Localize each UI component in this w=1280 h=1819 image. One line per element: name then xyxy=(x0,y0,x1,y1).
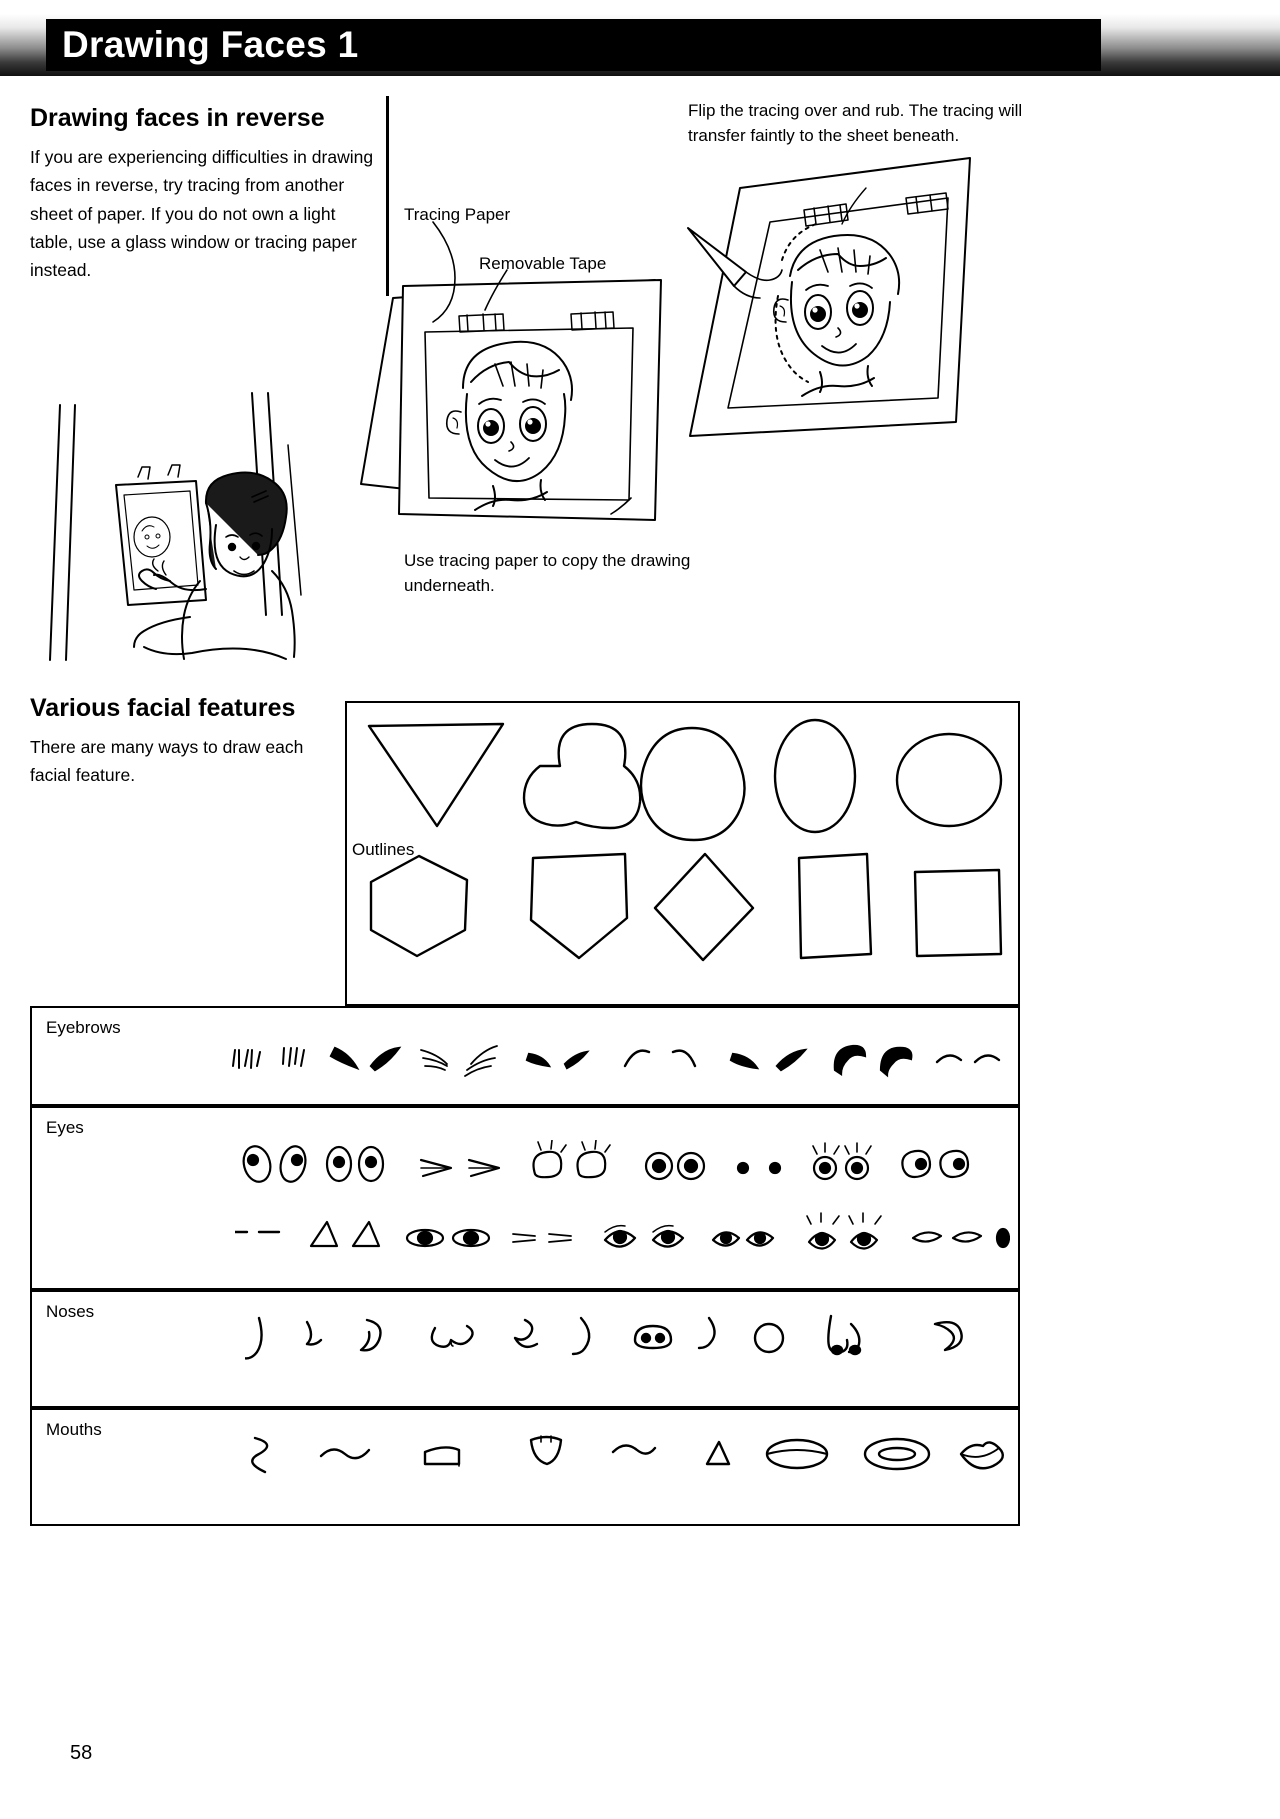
panel-outlines xyxy=(345,701,1020,1006)
label-eyebrows: Eyebrows xyxy=(46,1018,121,1037)
panel-eyes xyxy=(30,1106,1020,1290)
panel-eyebrows xyxy=(30,1006,1020,1106)
label-tracing-paper: Tracing Paper xyxy=(404,205,511,224)
vertical-divider xyxy=(386,96,389,296)
label-use-tracing-note: Use tracing paper to copy the drawing underneath. xyxy=(404,551,691,595)
label-eyes: Eyes xyxy=(46,1118,84,1137)
illustration-tracing-paper xyxy=(355,262,685,547)
illustration-flip-rub xyxy=(670,136,980,466)
label-noses: Noses xyxy=(46,1302,95,1321)
panel-noses xyxy=(30,1290,1020,1408)
illustration-window-tracing xyxy=(20,385,350,665)
label-flip-note: Flip the tracing over and rub. The tracing will transfer faintly to the sheet beneath. xyxy=(688,101,1023,145)
label-outlines: Outlines xyxy=(352,840,415,859)
label-mouths: Mouths xyxy=(46,1420,102,1439)
page-title: Drawing Faces 1 xyxy=(62,24,359,65)
label-removable-tape: Removable Tape xyxy=(479,254,607,273)
section-title-features: Various facial features xyxy=(30,694,296,722)
section-body-features: There are many ways to draw each facial feature. xyxy=(30,737,304,786)
page-title-box xyxy=(46,19,1101,71)
section-body-reverse: If you are experiencing difficulties in drawing faces in reverse, try tracing from another sheet of paper. If you do not own a light table, use a glass window or tracing paper instead. xyxy=(30,147,374,281)
page-number: 58 xyxy=(70,1742,93,1764)
panel-mouths xyxy=(30,1408,1020,1526)
section-title-reverse: Drawing faces in reverse xyxy=(30,104,325,132)
